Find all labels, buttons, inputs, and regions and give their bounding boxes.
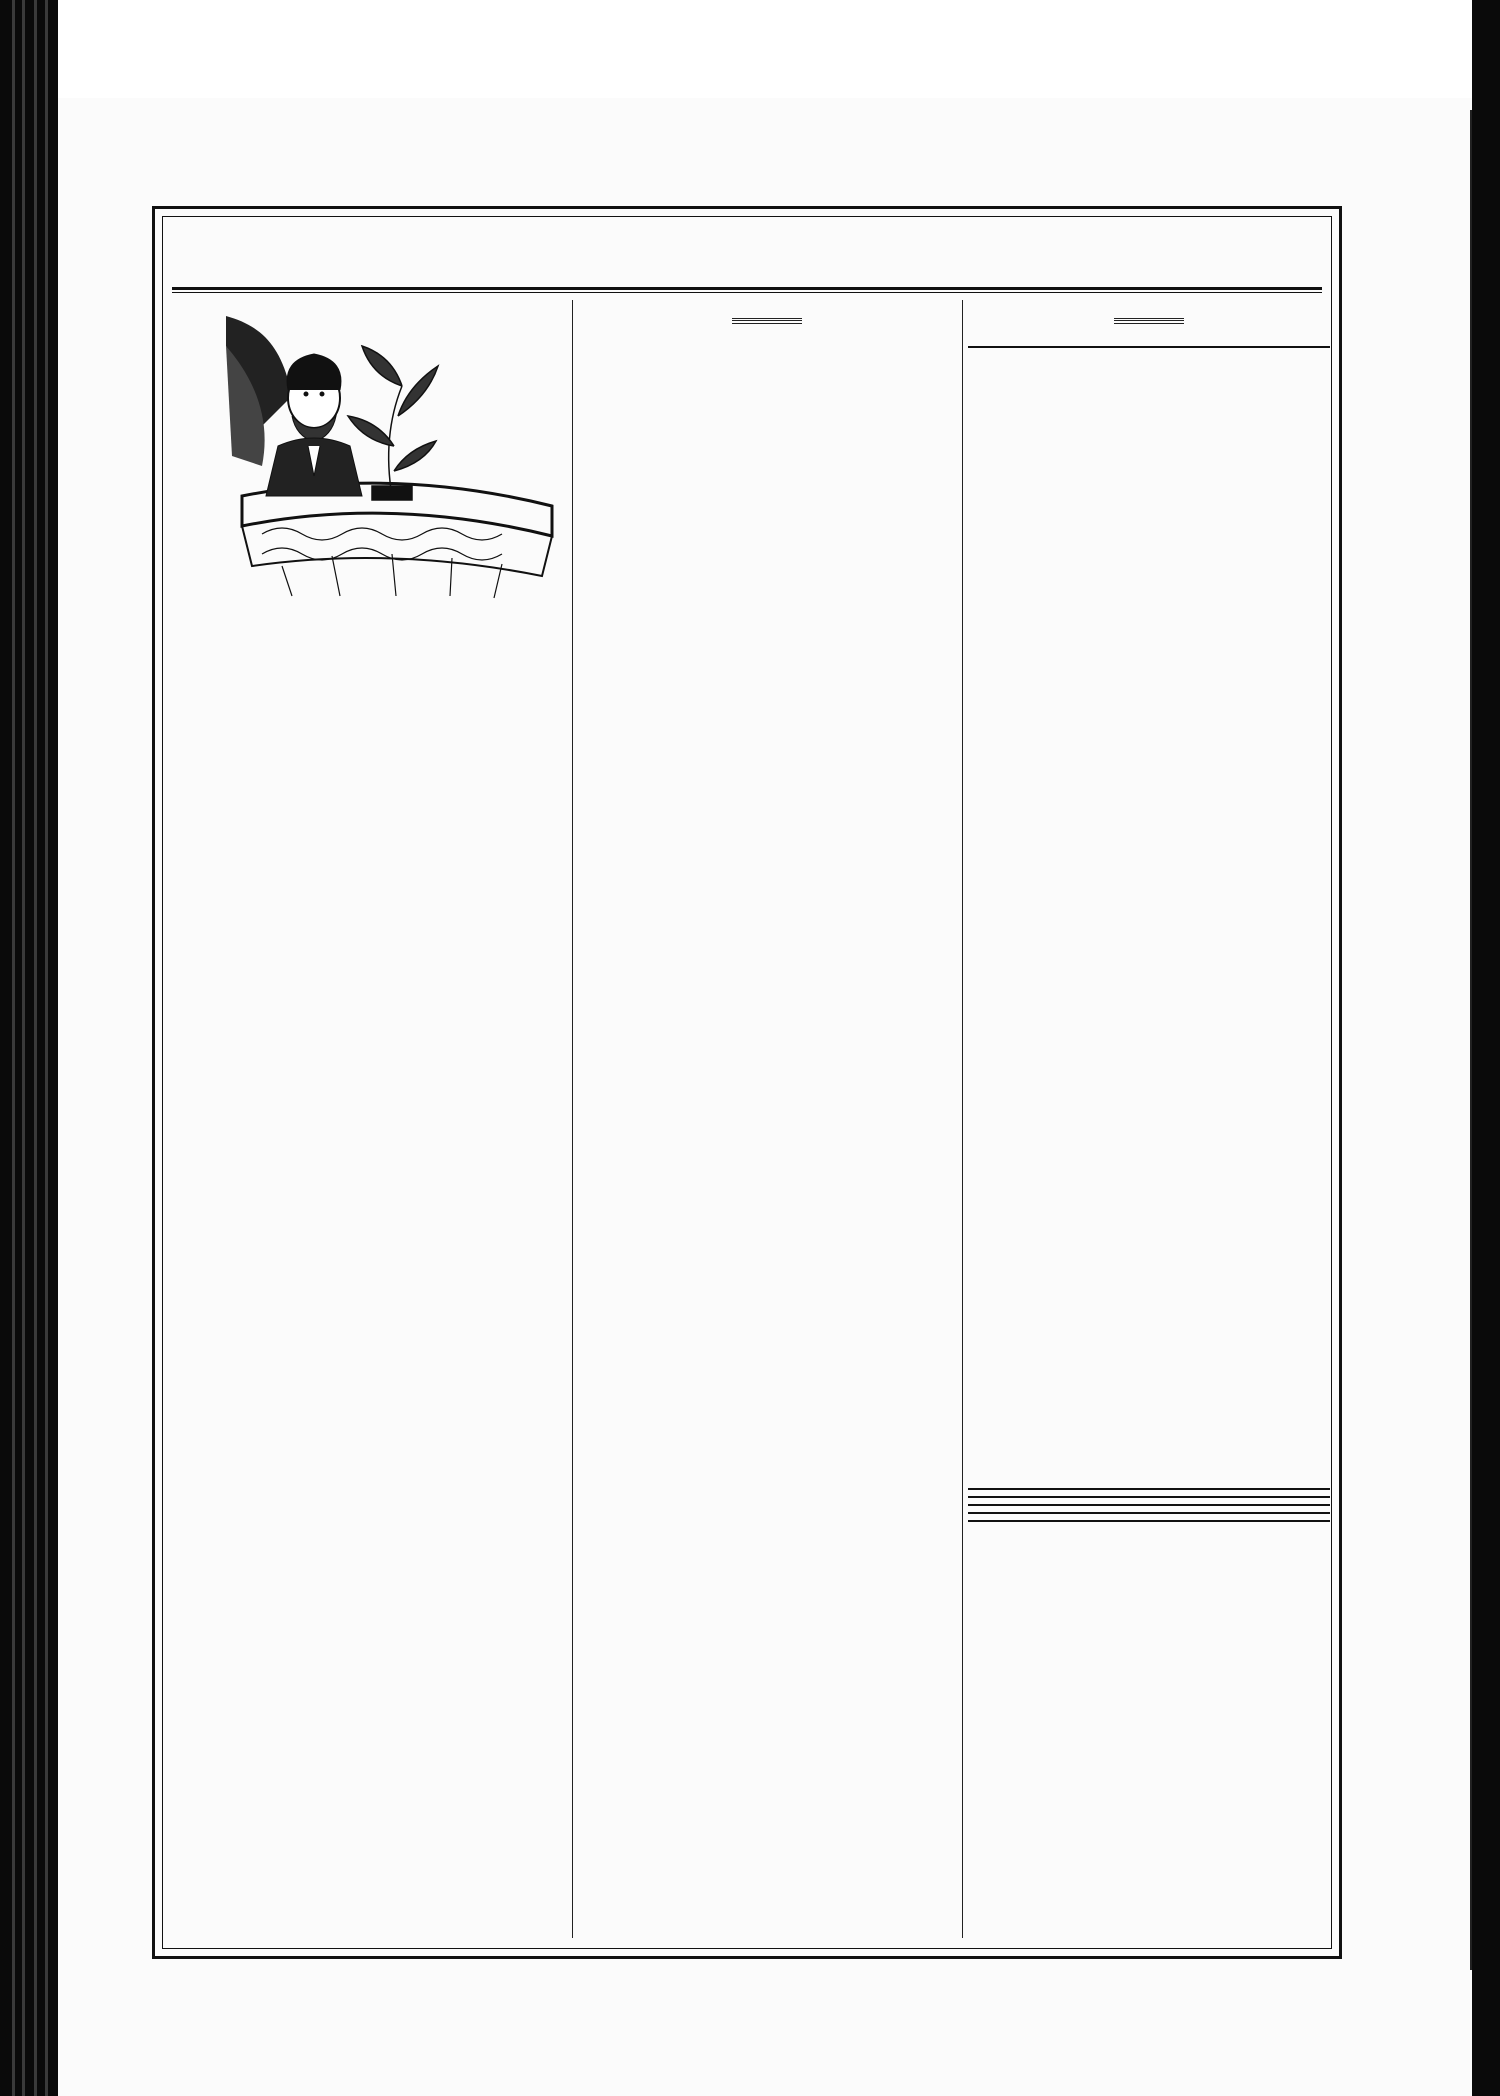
column-3 bbox=[968, 306, 1330, 356]
ad-rule-3 bbox=[968, 1512, 1330, 1514]
page-header bbox=[172, 232, 1322, 280]
ad-rule-1 bbox=[968, 1496, 1330, 1498]
header-rule-thin bbox=[172, 292, 1322, 293]
scan-edge-right bbox=[1472, 0, 1500, 2096]
column-rule-1 bbox=[572, 300, 573, 1938]
section-divider bbox=[732, 318, 802, 324]
advertisements bbox=[968, 1488, 1330, 1526]
scan-edge-top bbox=[58, 0, 1472, 98]
section-divider-2 bbox=[1114, 318, 1184, 324]
header-rule bbox=[172, 287, 1322, 290]
whiffs-rule bbox=[968, 346, 1330, 348]
ad-rule-4 bbox=[968, 1520, 1330, 1522]
column-rule-2 bbox=[962, 300, 963, 1938]
ad-rule-2 bbox=[968, 1504, 1330, 1506]
judge-of-the-play-illustration bbox=[222, 306, 567, 602]
column-2 bbox=[578, 306, 956, 336]
scan-edge-left bbox=[0, 0, 58, 2096]
ad-rule-top bbox=[968, 1488, 1330, 1490]
